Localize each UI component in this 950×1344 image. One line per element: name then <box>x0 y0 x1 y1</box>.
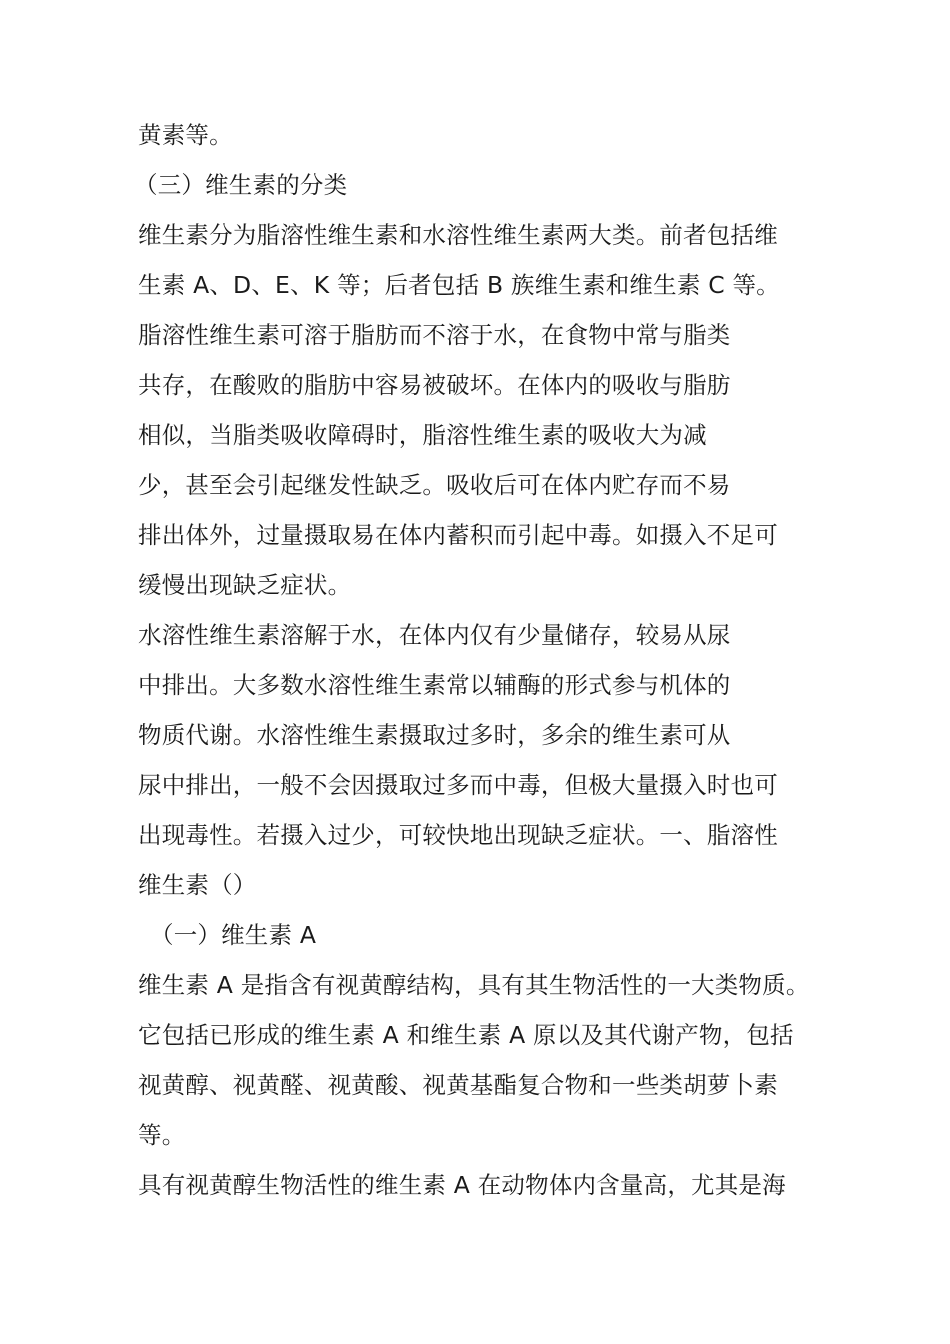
text-line: 维生素（） <box>138 871 257 899</box>
text-line: 缓慢出现缺乏症状。 <box>138 571 352 599</box>
section-heading: （一）维生素 A <box>150 921 317 949</box>
text-line: 出现毒性。若摄入过少，可较快地出现缺乏症状。一、脂溶性 <box>138 821 778 849</box>
section-heading: （三）维生素的分类 <box>134 171 348 199</box>
text-line: 具有视黄醇生物活性的维生素 A 在动物体内含量高，尤其是海 <box>138 1171 786 1199</box>
text-line: 尿中排出，一般不会因摄取过多而中毒，但极大量摄入时也可 <box>138 771 778 799</box>
text-line: 脂溶性维生素可溶于脂肪而不溶于水，在食物中常与脂类 <box>138 321 731 349</box>
text-line: 它包括已形成的维生素 A 和维生素 A 原以及其代谢产物，包括 <box>138 1021 794 1049</box>
text-line: 等。 <box>138 1121 186 1149</box>
text-line: 少，甚至会引起继发性缺乏。吸收后可在体内贮存而不易 <box>138 471 731 499</box>
text-line: 共存，在酸败的脂肪中容易被破坏。在体内的吸收与脂肪 <box>138 371 731 399</box>
text-line: 生素 A、D、E、K 等；后者包括 B 族维生素和维生素 C 等。 <box>138 271 780 299</box>
text-line: 视黄醇、视黄醛、视黄酸、视黄基酯复合物和一些类胡萝卜素 <box>138 1071 778 1099</box>
text-line: 维生素 A 是指含有视黄醇结构，具有其生物活性的一大类物质。 <box>138 971 810 999</box>
text-line: 物质代谢。水溶性维生素摄取过多时，多余的维生素可从 <box>138 721 731 749</box>
text-line: 相似，当脂类吸收障碍时，脂溶性维生素的吸收大为减 <box>138 421 707 449</box>
text-line: 排出体外，过量摄取易在体内蓄积而引起中毒。如摄入不足可 <box>138 521 778 549</box>
text-line: 水溶性维生素溶解于水，在体内仅有少量储存，较易从尿 <box>138 621 731 649</box>
text-line: 中排出。大多数水溶性维生素常以辅酶的形式参与机体的 <box>138 671 731 699</box>
text-line: 维生素分为脂溶性维生素和水溶性维生素两大类。前者包括维 <box>138 221 778 249</box>
text-line: 黄素等。 <box>138 121 233 149</box>
